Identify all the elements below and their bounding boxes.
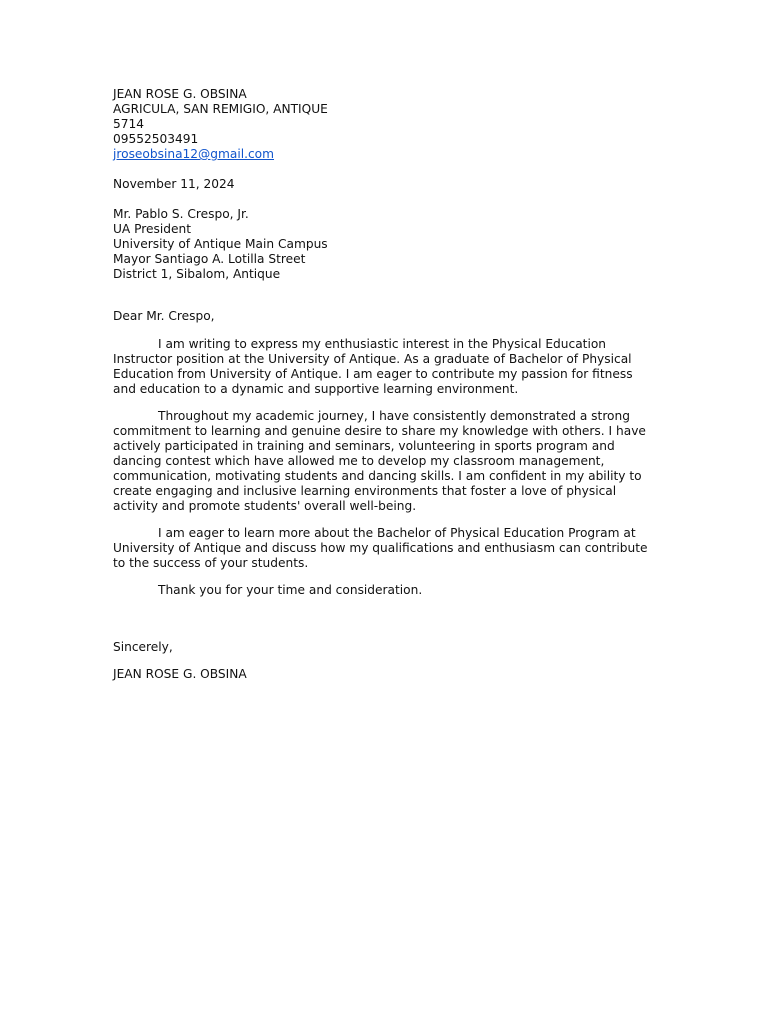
sender-name: JEAN ROSE G. OBSINA — [113, 87, 247, 101]
recipient-block — [113, 207, 653, 282]
sender-postal-code: 5714 — [113, 117, 145, 131]
body-paragraph-1: I am writing to express my enthusiastic interest in the Physical Education Instructor position at the University of Antique. As a graduate of Bachelor of Physical Education from University of Antique. I am eager to contribute my passion for fitness and education to a dynamic and supportive learning environment. — [113, 337, 633, 396]
recipient-street: Mayor Santiago A. Lotilla Street — [113, 252, 306, 266]
body-paragraph-3: I am eager to learn more about the Bachelor of Physical Education Program at University of Antique and discuss how my qualifications and enthusiasm can contribute to the success of your students. — [113, 526, 648, 570]
sender-email-link[interactable]: jroseobsina12@gmail.com — [113, 147, 275, 161]
recipient-city: District 1, Sibalom, Antique — [113, 267, 281, 281]
closing: Sincerely, — [113, 640, 173, 654]
recipient-name: Mr. Pablo S. Crespo, Jr. — [113, 207, 249, 221]
salutation: Dear Mr. Crespo, — [113, 309, 215, 323]
body-paragraph-2: Throughout my academic journey, I have consistently demonstrated a strong commitment to learning and genuine desire to share my knowledge with others. I have actively participated in training and seminars, volunteering in sports program and dancing contest which have allowed me to develop my classroom management, communication, motivating students and dancing skills. I am confident in my ability to create engaging and inclusive learning environments that foster a love of physical activity and promote students' overall well-being. — [113, 409, 646, 513]
recipient-organization: University of Antique Main Campus — [113, 237, 328, 251]
sender-block — [113, 87, 653, 162]
letter-date: November 11, 2024 — [113, 177, 235, 191]
signer-name: JEAN ROSE G. OBSINA — [113, 667, 247, 681]
recipient-title: UA President — [113, 222, 191, 236]
sender-address: AGRICULA, SAN REMIGIO, ANTIQUE — [113, 102, 328, 116]
cover-letter — [113, 87, 653, 682]
sender-phone: 09552503491 — [113, 132, 199, 146]
body-paragraph-4: Thank you for your time and consideration. — [158, 583, 423, 597]
